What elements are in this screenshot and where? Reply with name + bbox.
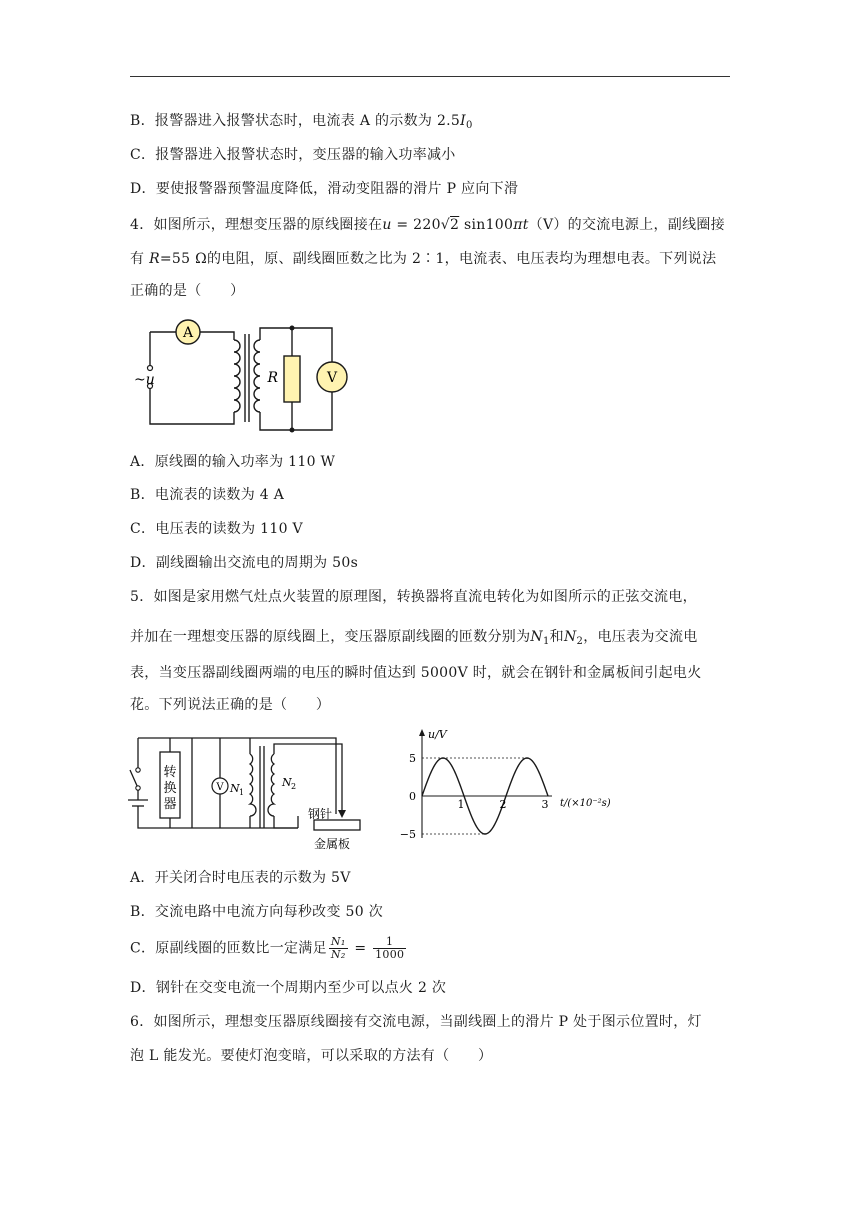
graph-xtick-label: 3 [541, 798, 549, 811]
q6-stem-line2: 泡 L 能发光。要使灯泡变暗，可以采取的方法有（ ） [130, 1048, 493, 1064]
graph-ytick-label: −5 [399, 828, 416, 841]
q4-option-b: B．电流表的读数为 4 A [130, 487, 285, 503]
q5-stem-line1: 5．如图是家用燃气灶点火装置的原理图，转换器将直流电转化为如图所示的正弦交流电， [130, 589, 697, 605]
q5-n1-sub: 1 [239, 788, 245, 797]
q4-formula: u = 220√2 sin100πt [382, 217, 529, 233]
q3-option-c: C．报警器进入报警状态时，变压器的输入功率减小 [130, 147, 456, 163]
needle-label: 钢针 [308, 807, 333, 821]
q5-stem-line4: 花。下列说法正确的是（ ） [130, 697, 331, 713]
converter-char-1: 转 [163, 765, 177, 780]
q4-option-a: A．原线圈的输入功率为 110 W [130, 454, 336, 470]
graph-xtick-label: 2 [499, 798, 507, 811]
graph-ylabel: u/V [428, 728, 447, 741]
q5-stem-line2: 并加在一理想变压器的原线圈上，变压器原副线圈的匝数分别为$N_1$和$N_2$，电压表为交流电 [130, 629, 698, 647]
q5-option-b: B．交流电路中电流方向每秒改变 50 次 [130, 904, 384, 920]
converter-char-3: 器 [163, 797, 177, 812]
graph-xlabel: t/(×10⁻²s) [560, 798, 611, 809]
source-label: ~u [134, 372, 155, 388]
q4-option-c: C．电压表的读数为 110 V [130, 521, 303, 537]
voltmeter-label: V [326, 370, 338, 386]
q4-stem-line2: 有 R=55 Ω的电阻，原、副线圈匝数之比为 2∶1，电流表、电压表均为理想电表。下列说法 [130, 251, 717, 267]
q5-stem-line3: 表，当变压器副线圈两端的电压的瞬时值达到 5000V 时，就会在钢针和金属板间引起电火 [130, 665, 702, 681]
q6-stem-line1: 6．如图所示，理想变压器原线圈接有交流电源，当副线圈上的滑片 P 处于图示位置时，灯 [130, 1014, 702, 1030]
q4-circuit-diagram [128, 312, 348, 440]
graph-ytick-label: 0 [409, 790, 416, 803]
converter-char-2: 换 [163, 781, 177, 796]
q4-stem-line1: 4．如图所示，理想变压器的原线圈接在u = 220√2 sin100πt（V）的交流电源上，副线圈接 [130, 217, 725, 233]
graph-ytick-label: 5 [409, 752, 416, 765]
q4-option-d: D．副线圈输出交流电的周期为 50s [130, 555, 359, 571]
q5-n2-sub: 2 [291, 782, 297, 791]
q3-option-b: B．报警器进入报警状态时，电流表 A 的示数为 $2.5I_0$ [130, 113, 473, 131]
q5-voltage-graph [399, 726, 632, 844]
metal-plate-label: 金属板 [314, 837, 351, 851]
q5-voltmeter-label: V [216, 782, 224, 793]
q5-n2-label: N [282, 776, 292, 789]
q5-ignition-circuit [122, 730, 372, 855]
q5-option-a: A．开关闭合时电压表的示数为 5V [130, 870, 351, 886]
header-rule [130, 76, 730, 77]
q3-option-d: D．要使报警器预警温度降低，滑动变阻器的滑片 P 应向下滑 [130, 181, 519, 197]
resistor-label: R [267, 370, 278, 386]
q5-ratio-fraction: $\frac{\text{N₁}}{\text{N₂}}$ [330, 935, 346, 961]
q4-stem-line3: 正确的是（ ） [130, 283, 245, 299]
graph-xtick-label: 1 [457, 798, 465, 811]
q5-n1-label: N [230, 782, 240, 795]
ammeter-label: A [182, 325, 194, 341]
q5-option-c: C．原副线圈的匝数比一定满足 $\frac{\text{N₁}}{\text{N₂}}$ = $\frac{1}{1000}$ [130, 935, 405, 961]
q5-option-d: D．钢针在交变电流一个周期内至少可以点火 2 次 [130, 980, 447, 996]
